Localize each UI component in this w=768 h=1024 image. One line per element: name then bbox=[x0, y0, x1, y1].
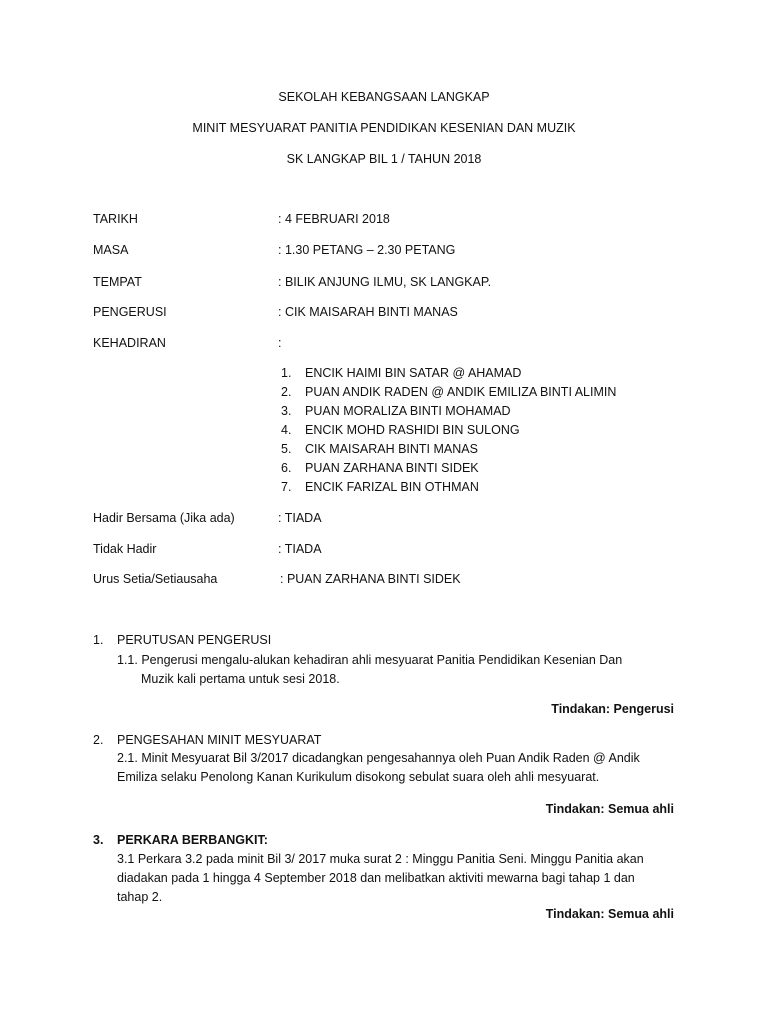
section-number: 1. bbox=[93, 633, 104, 647]
attendee-name: ENCIK FARIZAL BIN OTHMAN bbox=[305, 480, 479, 494]
attendee-number: 5. bbox=[281, 442, 292, 456]
section-heading: PENGESAHAN MINIT MESYUARAT bbox=[117, 733, 322, 747]
detail-label-kehadiran: KEHADIRAN bbox=[93, 336, 166, 350]
attendee-name: ENCIK HAIMI BIN SATAR @ AHAMAD bbox=[305, 366, 522, 380]
section-action: Tindakan: Semua ahli bbox=[545, 802, 674, 816]
section-action: Tindakan: Semua ahli bbox=[545, 907, 674, 921]
extra-label-hadir-bersama: Hadir Bersama (Jika ada) bbox=[93, 511, 235, 525]
attendee-name: ENCIK MOHD RASHIDI BIN SULONG bbox=[305, 423, 520, 437]
extra-label-tidak-hadir: Tidak Hadir bbox=[93, 542, 157, 556]
detail-label-tempat: TEMPAT bbox=[93, 275, 142, 289]
attendee-number: 3. bbox=[281, 404, 292, 418]
detail-value-masa: : 1.30 PETANG – 2.30 PETANG bbox=[278, 243, 456, 257]
detail-label-pengerusi: PENGERUSI bbox=[93, 305, 167, 319]
attendee-number: 7. bbox=[281, 480, 292, 494]
attendee-number: 2. bbox=[281, 385, 292, 399]
detail-value-pengerusi: : CIK MAISARAH BINTI MANAS bbox=[278, 305, 458, 319]
detail-value-kehadiran: : bbox=[278, 336, 282, 350]
attendee-number: 1. bbox=[281, 366, 292, 380]
section-heading: PERUTUSAN PENGERUSI bbox=[117, 633, 272, 647]
section-line: 2.1. Minit Mesyuarat Bil 3/2017 dicadangkan pengesahannya oleh Puan Andik Raden @ Andik bbox=[117, 751, 640, 765]
detail-value-tarikh: : 4 FEBRUARI 2018 bbox=[278, 212, 390, 226]
extra-value-urus-setia: : PUAN ZARHANA BINTI SIDEK bbox=[280, 572, 461, 586]
extra-label-urus-setia: Urus Setia/Setiausaha bbox=[93, 572, 218, 586]
attendee-name: PUAN ANDIK RADEN @ ANDIK EMILIZA BINTI ALIMIN bbox=[305, 385, 617, 399]
attendee-number: 4. bbox=[281, 423, 292, 437]
document-title: MINIT MESYUARAT PANITIA PENDIDIKAN KESENIAN DAN MUZIK bbox=[192, 121, 576, 135]
attendee-name: CIK MAISARAH BINTI MANAS bbox=[305, 442, 478, 456]
attendee-number: 6. bbox=[281, 461, 292, 475]
school-name: SEKOLAH KEBANGSAAN LANGKAP bbox=[278, 90, 490, 104]
detail-label-tarikh: TARIKH bbox=[93, 212, 138, 226]
section-line: 3.1 Perkara 3.2 pada minit Bil 3/ 2017 muka surat 2 : Minggu Panitia Seni. Minggu Panitia akan bbox=[117, 852, 644, 866]
meeting-reference: SK LANGKAP BIL 1 / TAHUN 2018 bbox=[286, 152, 482, 166]
detail-label-masa: MASA bbox=[93, 243, 129, 257]
section-action: Tindakan: Pengerusi bbox=[551, 702, 674, 716]
extra-value-tidak-hadir: : TIADA bbox=[278, 542, 322, 556]
attendee-name: PUAN MORALIZA BINTI MOHAMAD bbox=[305, 404, 511, 418]
section-number: 3. bbox=[93, 833, 104, 847]
section-line: 1.1. Pengerusi mengalu-alukan kehadiran ahli mesyuarat Panitia Pendidikan Kesenian Dan bbox=[117, 653, 623, 667]
detail-value-tempat: : BILIK ANJUNG ILMU, SK LANGKAP. bbox=[278, 275, 492, 289]
section-line: tahap 2. bbox=[117, 890, 163, 904]
section-line: Muzik kali pertama untuk sesi 2018. bbox=[141, 672, 340, 686]
section-heading: PERKARA BERBANGKIT: bbox=[117, 833, 268, 847]
section-line: Emiliza selaku Penolong Kanan Kurikulum disokong sebulat suara oleh ahli mesyuarat. bbox=[117, 770, 600, 784]
section-line: diadakan pada 1 hingga 4 September 2018 dan melibatkan aktiviti mewarna bagi tahap 1 dan bbox=[117, 871, 635, 885]
attendee-name: PUAN ZARHANA BINTI SIDEK bbox=[305, 461, 479, 475]
extra-value-hadir-bersama: : TIADA bbox=[278, 511, 322, 525]
section-number: 2. bbox=[93, 733, 104, 747]
